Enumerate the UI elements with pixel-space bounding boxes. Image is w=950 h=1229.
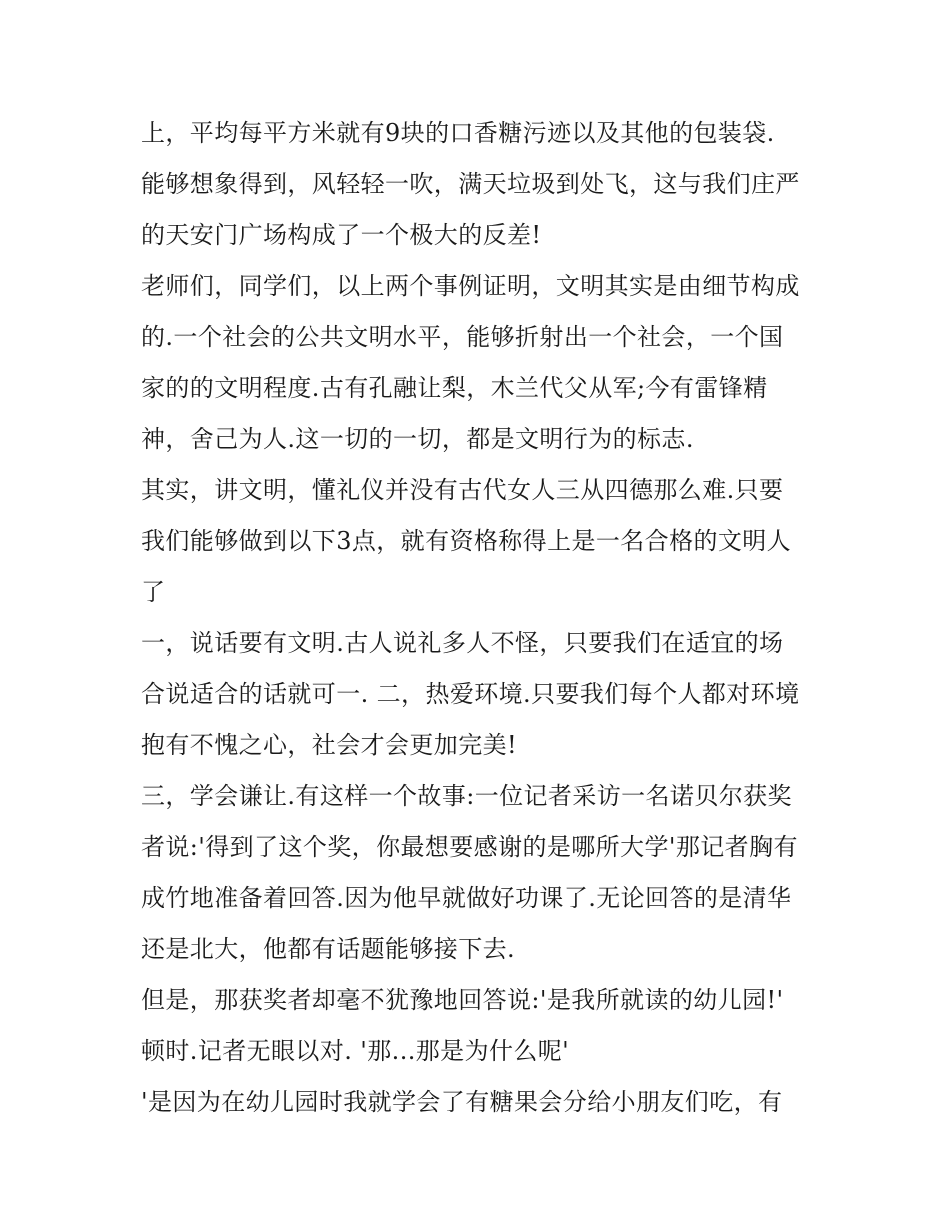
text-line: 者说:'得到了这个奖，你最想要感谢的是哪所大学'那记者胸有 [141,833,798,861]
document-body [141,108,821,1128]
text-line: 上，平均每平方米就有9块的口香糖污迹以及其他的包装袋. [141,119,775,147]
text-line: 合说适合的话就可一. 二，热爱环境.只要我们每个人都对环境 [141,680,800,708]
text-line: 抱有不愧之心，社会才会更加完美! [141,731,518,759]
text-line: 成竹地准备着回答.因为他早就做好功课了.无论回答的是清华 [141,884,792,912]
text-line: 的天安门广场构成了一个极大的反差! [141,221,542,249]
text-line: 但是，那获奖者却毫不犹豫地回答说:'是我所就读的幼儿园!' [141,986,784,1014]
text-line: '是因为在幼儿园时我就学会了有糖果会分给小朋友们吃，有 [141,1088,783,1116]
text-line: 一，说话要有文明.古人说礼多人不怪，只要我们在适宜的场 [141,629,784,657]
text-line: 还是北大，他都有话题能够接下去. [141,935,516,963]
text-line: 顿时.记者无眼以对. '那...那是为什么呢' [141,1037,570,1065]
text-line: 老师们，同学们，以上两个事例证明，文明其实是由细节构成 [141,272,800,300]
text-line: 了 [141,578,166,606]
text-line: 家的的文明程度.古有孔融让梨，木兰代父从军;今有雷锋精 [141,374,768,402]
text-line: 我们能够做到以下3点，就有资格称得上是一名合格的文明人 [141,527,792,555]
text-line: 的.一个社会的公共文明水平，能够折射出一个社会，一个国 [141,323,784,351]
text-line: 三，学会谦让.有这样一个故事:一位记者采访一名诺贝尔获奖 [141,782,792,810]
text-line: 神，舍己为人.这一切的一切，都是文明行为的标志. [141,425,694,453]
text-line: 其实，讲文明，懂礼仪并没有古代女人三从四德那么难.只要 [141,476,784,504]
text-line: 能够想象得到，风轻轻一吹，满天垃圾到处飞，这与我们庄严 [141,170,800,198]
